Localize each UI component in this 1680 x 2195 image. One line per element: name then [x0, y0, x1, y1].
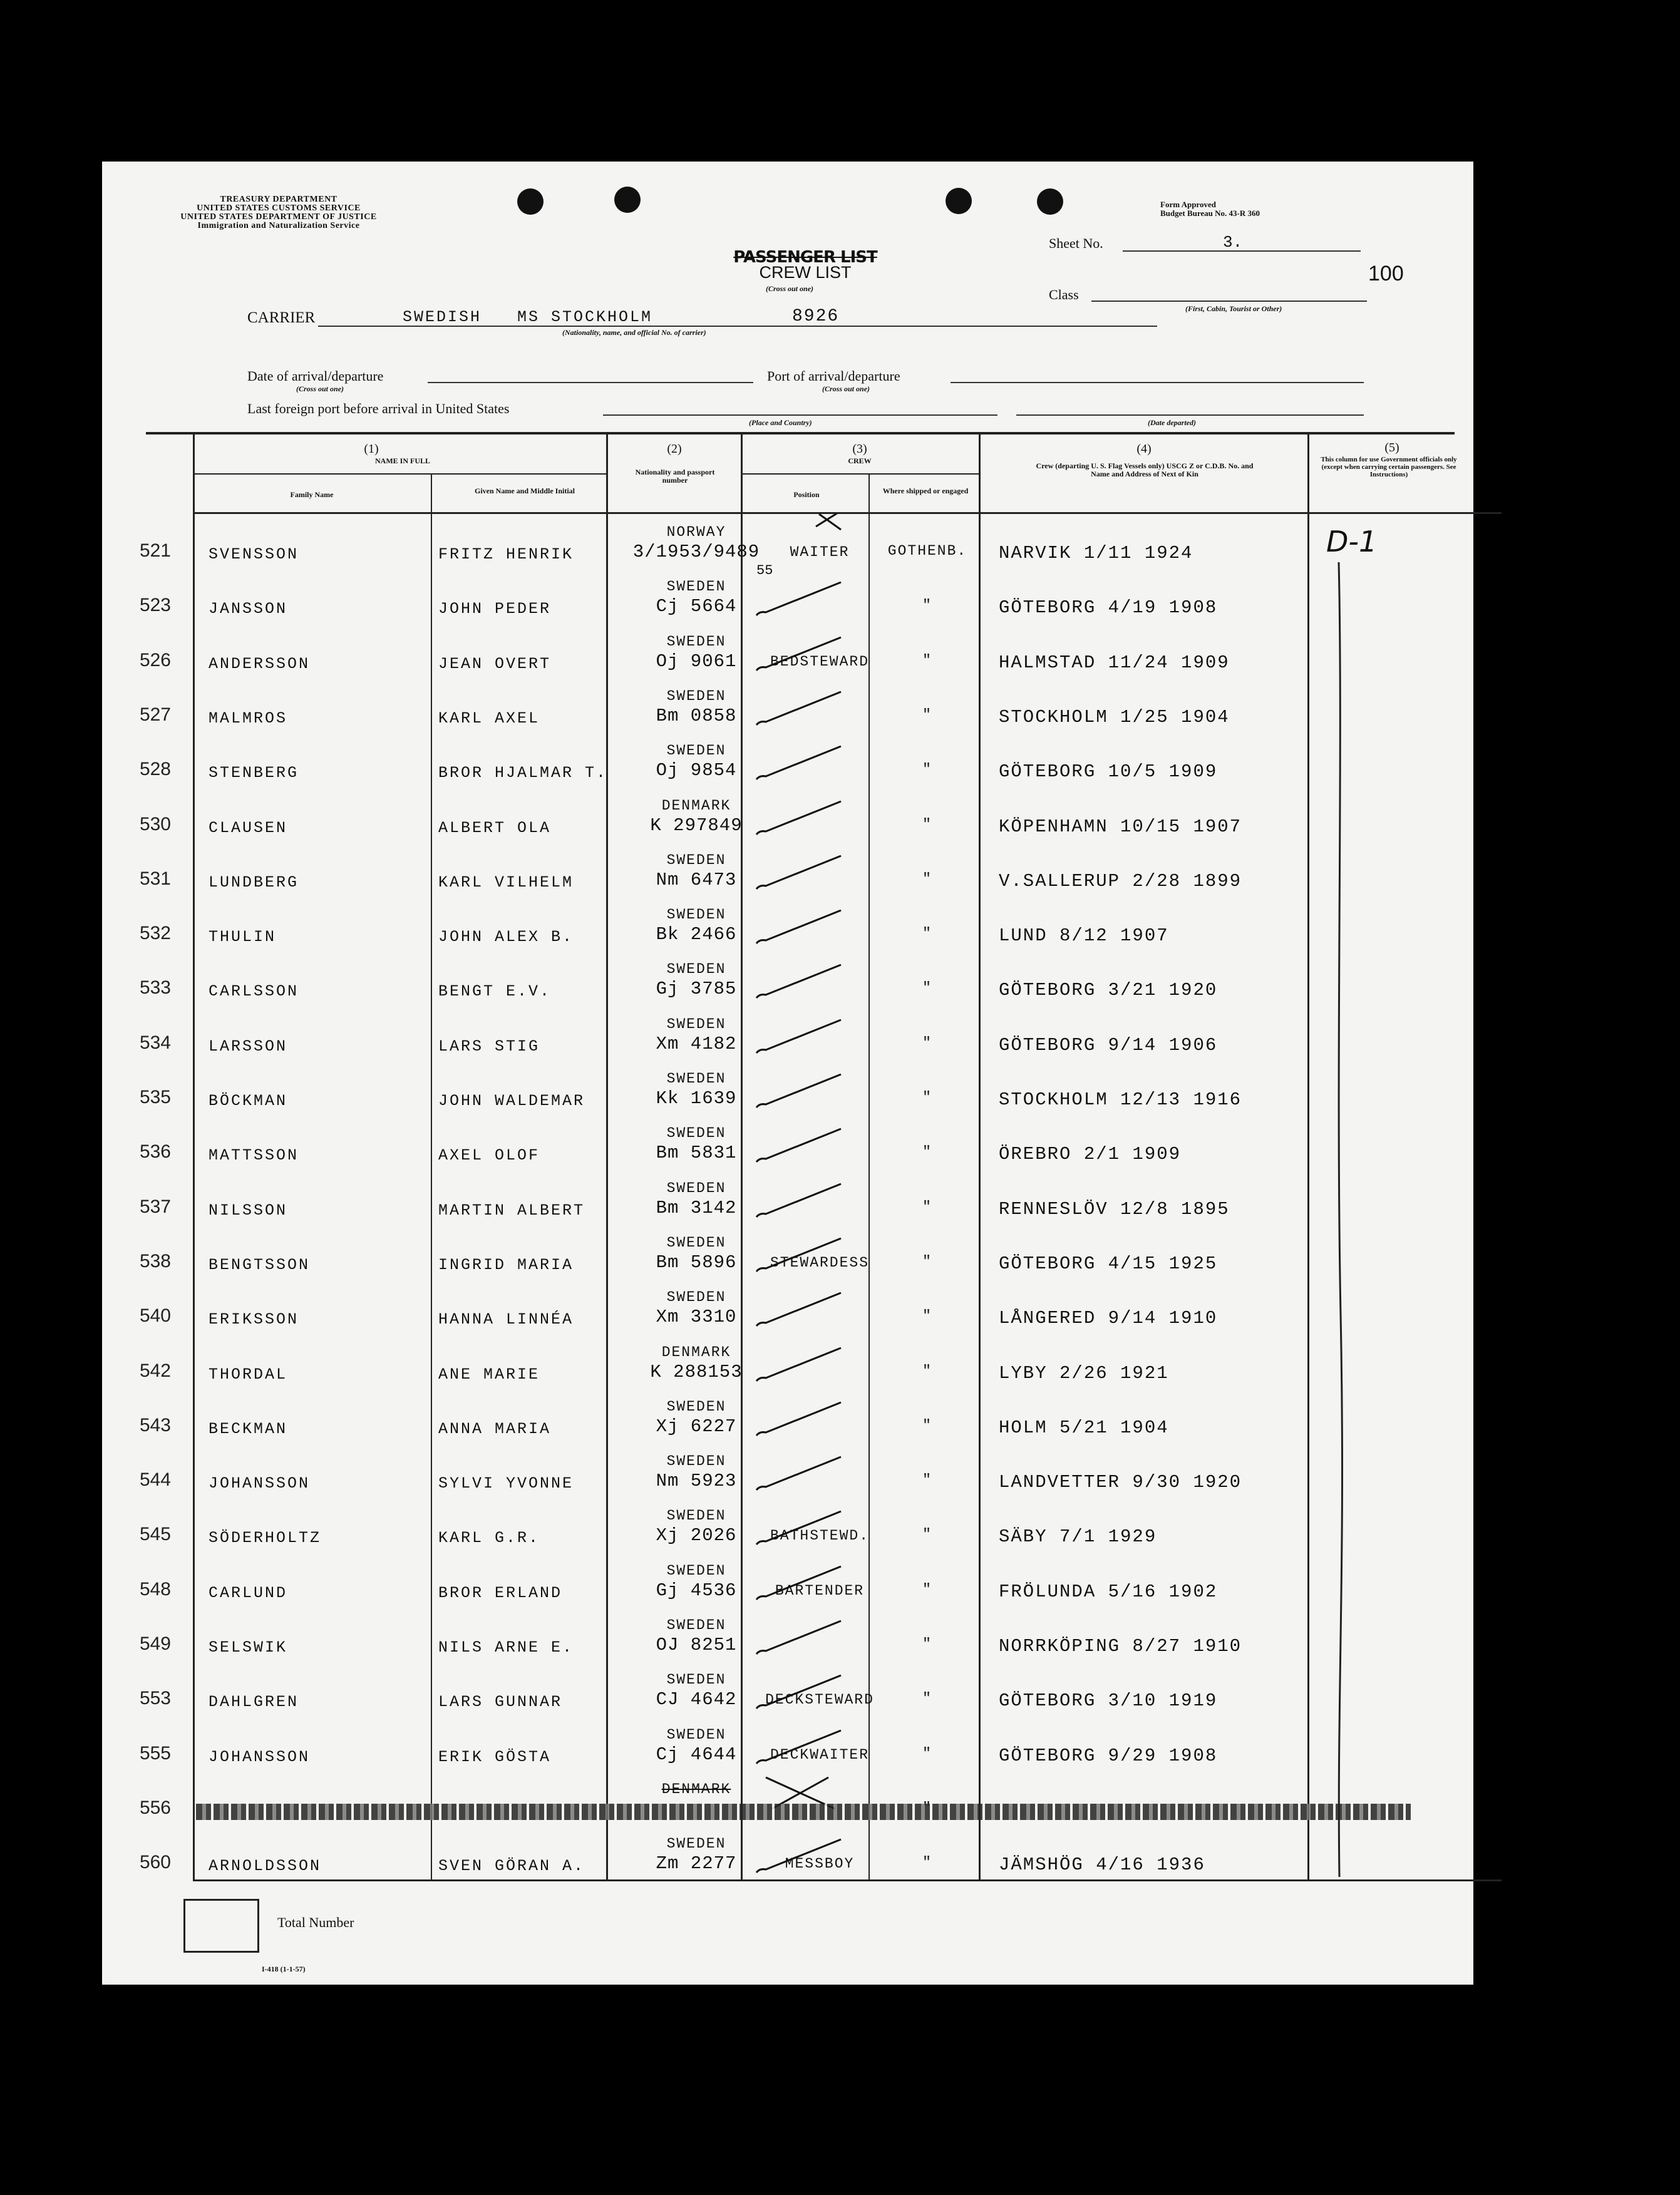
- crew-position: DECKSTEWARD: [765, 1692, 874, 1709]
- check-mark: [747, 1006, 866, 1061]
- family-name: JANSSON: [209, 600, 288, 619]
- next-of-kin-address: SÄBY 7/1 1929: [999, 1526, 1157, 1548]
- punch-hole: [614, 187, 641, 213]
- agency-line: Immigration and Naturalization Service: [197, 221, 360, 230]
- passport-number: K 297849: [650, 815, 743, 836]
- given-name: KARL AXEL: [438, 709, 540, 727]
- next-of-kin-address: NORRKÖPING 8/27 1910: [999, 1636, 1242, 1657]
- last-port-label: Last foreign port before arrival in United States: [247, 401, 510, 416]
- given-name: INGRID MARIA: [438, 1255, 574, 1274]
- passport-number: Bm 5896: [656, 1252, 737, 1273]
- where-shipped: ": [922, 1089, 932, 1106]
- check-mark: [747, 1389, 866, 1443]
- given-name: SYLVI YVONNE: [438, 1474, 574, 1493]
- next-of-kin-address: STOCKHOLM 12/13 1916: [999, 1089, 1242, 1110]
- given-name: AXEL OLOF: [438, 1146, 540, 1165]
- row-number: 531: [139, 868, 171, 889]
- table-row: [102, 842, 1473, 897]
- check-mark: [747, 1826, 866, 1880]
- crew-position: DECKWAITER: [770, 1746, 870, 1763]
- sheet-label: Sheet No.: [1049, 235, 1103, 251]
- where-shipped: ": [922, 1636, 932, 1652]
- punch-hole: [946, 188, 972, 214]
- where-shipped: ": [922, 597, 932, 614]
- family-name: BECKMAN: [209, 1419, 288, 1438]
- where-shipped: ": [922, 1745, 932, 1762]
- table-row: [102, 733, 1473, 787]
- next-of-kin-address: LYBY 2/26 1921: [999, 1362, 1169, 1384]
- nationality: SWEDEN: [666, 1453, 726, 1470]
- family-name: CARLUND: [209, 1583, 288, 1602]
- family-name: MALMROS: [209, 709, 288, 727]
- nationality: SWEDEN: [666, 578, 726, 595]
- passport-number: Bm 5831: [656, 1143, 737, 1164]
- port-hint: (Cross out one): [822, 384, 870, 393]
- nationality: SWEDEN: [666, 1180, 726, 1196]
- table-row: [102, 678, 1473, 733]
- table-row: [102, 1826, 1473, 1880]
- place-hint: (Place and Country): [749, 418, 812, 427]
- check-mark: [747, 1662, 866, 1716]
- passport-number: Bm 3142: [656, 1197, 737, 1218]
- nationality: SWEDEN: [666, 1672, 726, 1689]
- where-shipped: ": [922, 1253, 932, 1270]
- table-row: [102, 514, 1473, 568]
- passport-number: Oj 9061: [656, 650, 737, 672]
- given-name: JEAN OVERT: [438, 654, 552, 673]
- row-number: 553: [139, 1688, 171, 1709]
- where-shipped: GOTHENB.: [887, 543, 967, 559]
- crew-position: MESSBOY: [785, 1856, 855, 1873]
- carrier-name: MS STOCKHOLM: [517, 308, 653, 326]
- nationality: SWEDEN: [666, 851, 726, 868]
- check-mark: [747, 897, 866, 951]
- agency-line: TREASURY DEPARTMENT: [220, 195, 338, 204]
- check-mark: [747, 1225, 866, 1279]
- check-mark: [747, 842, 866, 897]
- given-name: ERIK GÖSTA: [438, 1747, 552, 1766]
- passport-number: Zm 2277: [656, 1853, 737, 1874]
- family-name: BÖCKMAN: [209, 1092, 288, 1110]
- nationality: DENMARK: [661, 1781, 731, 1797]
- check-mark: [747, 1061, 866, 1115]
- passport-number: Xj 2026: [656, 1525, 737, 1546]
- given-name: JOHN WALDEMAR: [438, 1092, 585, 1110]
- nationality: SWEDEN: [666, 1234, 726, 1251]
- family-name: LUNDBERG: [209, 873, 299, 892]
- check-mark: [747, 1553, 866, 1607]
- table-row: [102, 897, 1473, 951]
- given-name: HANNA LINNÉA: [438, 1310, 574, 1329]
- nationality: SWEDEN: [666, 1289, 726, 1306]
- class-hint: (First, Cabin, Tourist or Other): [1185, 304, 1282, 313]
- total-box: [183, 1899, 259, 1953]
- family-name: CARLSSON: [209, 982, 299, 1001]
- nationality: SWEDEN: [666, 907, 726, 923]
- family-name: BENGTSSON: [209, 1255, 311, 1274]
- passport-number: CJ 4642: [656, 1689, 737, 1710]
- form-approved: Form Approved Budget Bureau No. 43-R 360: [1160, 200, 1260, 218]
- date-label: Date of arrival/departure: [247, 368, 384, 384]
- crew-position: BEDSTEWARD: [770, 653, 870, 670]
- row-number: 549: [139, 1633, 171, 1654]
- where-shipped: ": [922, 816, 932, 833]
- given-name: NILS ARNE E.: [438, 1638, 574, 1657]
- check-mark: [747, 1443, 866, 1498]
- passport-number: Bm 0858: [656, 705, 737, 726]
- next-of-kin-address: HOLM 5/21 1904: [999, 1417, 1169, 1438]
- check-mark: [747, 788, 866, 842]
- family-name: ANDERSSON: [209, 654, 311, 673]
- nationality: SWEDEN: [666, 1617, 726, 1633]
- table-row: [102, 1061, 1473, 1115]
- family-name: JOHANSSON: [209, 1747, 311, 1766]
- table-row: [102, 1771, 1473, 1826]
- family-name: STENBERG: [209, 764, 299, 783]
- given-name: LARS STIG: [438, 1037, 540, 1056]
- crew-list-form: TREASURY DEPARTMENT UNITED STATES CUSTOMS SERVICE UNITED STATES DEPARTMENT OF JUSTICE Immigration and Naturalization Service Form Approved Budget Bureau No. 43-R 360 PASSENGER LIST CREW LIST (Cross out one) Sheet No. 3. 100 Class (First, Cabin, Tourist or Other) CARRIER SWEDISH MS STOCKHOLM 8926 (Nationality, name, and official No. of carrier) Date of arrival/departure (Cross out one) Port of arrival/departure (Cross out one) Last foreign port before arrival in United States (Place and Country) (Date departed) (1) NAME IN FULL Family Name Given Name and Middle Initial (2) Nationality and passport number (3) CREW Position Where shipped or engaged (4) Crew (departing U. S. Flag Vessels only) USCG Z or C.D.B. No. and Name and Address of Next of Kin (5) This column for use Government officials only (except when carrying certain passengers. See Instructions) 521 SVENSSON FRITZ HENRIK NORWAY 3/1953/9489 WAITER GOTHENB. NARVIK 1/11 1924 523 JANSSON JOHN PEDER SWEDEN Cj 5664 " GÖTEBORG 4/19 1908 526 ANDERSSON JEAN OVERT SWEDEN Oj 9061 BEDSTEWARD " HALMSTAD 11/24 1909 527 MALMROS KARL AXEL SWEDEN Bm 0858 " STOCKHOLM 1/25 1904 528 STENBERG BROR HJALMAR T. SWEDEN Oj 9854 " GÖTEBORG 10/5 1909 530 CLAUSEN ALBERT OLA DENMARK K 297849 " KÖPENHAMN 10/15 1907 531 LUNDBERG KARL VILHELM SWEDEN Nm 6473 " V.SALLERUP 2/28 1899 532 THULIN JOHN ALEX B. SWEDEN Bk 2466 " LUND 8/12 1907 533 CARLSSON BENGT E.V. SWEDEN Gj 3785 " GÖTEBORG 3/21 1920 534 LARSSON LARS STIG SWEDEN Xm 4182 " GÖTEBORG 9/14 1906 535 BÖCKMAN JOHN WALDEMAR SWEDEN Kk 1639 " STOCKHOLM 12/13 1916 536 MATTSSON AXEL OLOF SWEDEN Bm 5831 " ÖREBRO 2/1 1909 537 NILSSON MARTIN ALBERT SWEDEN Bm 3142 " RENNESLÖV 12/8 1895 538 BENGTSSON INGRID MARIA SWEDEN Bm 5896 STEWARDESS " GÖTEBORG 4/15 1925 540 ERIKSSON HANNA LINNÉA SWEDEN Xm 3310 " LÅNGERED 9/14 1910 542 THORDAL ANE MARIE DENMARK K 288153 " LYBY 2/26 1921 543 BECKMAN ANNA MARIA SWEDEN Xj 6227 " HOLM 5/21 1904 544 JOHANSSON SYLVI YVONNE SWEDEN Nm 5923 " LANDVETTER 9/30 1920 545 SÖDERHOLTZ KARL G.R. SWEDEN Xj 2026 BATHSTEWD. " SÄBY 7/1 1929 548 CARLUND BROR ERLAND SWEDEN Gj 4536 BARTENDER " FRÖLUNDA 5/16 1902 549 SELSWIK NILS ARNE E. SWEDEN OJ 8251 " NORRKÖPING 8/27 1910 553 DAHLGREN LARS GUNNAR SWEDEN CJ 4642 DECKSTEWARD " GÖTEBORG 3/10 1919 555 JOHANSSON ERIK GÖSTA SWEDEN Cj 4644 DECKWAITER " GÖTEBORG 9/29 1908 556 DENMARK 560 ARNOLDSSON SVEN GÖRAN A. SWEDEN Zm 2277 MESSBOY " JÄMSHÖG 4/16 1936 55 D-1 Total Number I-418 (1-1-57): [102, 162, 1473, 1985]
- nationality: SWEDEN: [666, 687, 726, 704]
- col-nationality-header: Nationality and passport number: [635, 468, 715, 485]
- check-mark: [747, 1279, 866, 1334]
- check-mark: [747, 733, 866, 787]
- given-name: ANNA MARIA: [438, 1419, 552, 1438]
- carrier-label: CARRIER: [247, 309, 316, 326]
- family-name: MATTSSON: [209, 1146, 299, 1165]
- nationality: SWEDEN: [666, 633, 726, 650]
- nationality: NORWAY: [666, 524, 726, 540]
- where-shipped: ": [922, 652, 932, 669]
- check-mark: [747, 951, 866, 1005]
- passport-number: Cj 5664: [656, 596, 737, 617]
- table-row: [102, 1115, 1473, 1169]
- nationality: SWEDEN: [666, 1836, 726, 1853]
- carrier-number: 8926: [792, 307, 840, 326]
- given-name: LARS GUNNAR: [438, 1693, 563, 1712]
- next-of-kin-address: V.SALLERUP 2/28 1899: [999, 870, 1242, 892]
- table-row: [102, 951, 1473, 1005]
- table-row: [102, 788, 1473, 842]
- agency-line: UNITED STATES CUSTOMS SERVICE: [197, 203, 361, 213]
- table-row: [102, 1443, 1473, 1498]
- class-label: Class: [1049, 287, 1079, 302]
- where-shipped: ": [922, 1417, 932, 1434]
- row-number: 556: [139, 1797, 171, 1818]
- next-of-kin-address: GÖTEBORG 9/29 1908: [999, 1745, 1218, 1766]
- where-shipped: ": [922, 761, 932, 778]
- family-name: ARNOLDSSON: [209, 1857, 322, 1876]
- next-of-kin-address: GÖTEBORG 3/10 1919: [999, 1690, 1218, 1712]
- check-mark: [747, 678, 866, 733]
- table-row: [102, 1279, 1473, 1334]
- table-row: [102, 1553, 1473, 1607]
- where-shipped: ": [922, 1034, 932, 1051]
- given-name: BROR ERLAND: [438, 1583, 563, 1602]
- given-name: FRITZ HENRIK: [438, 545, 574, 563]
- passport-number: Oj 9854: [656, 760, 737, 781]
- row-number: 521: [139, 540, 171, 561]
- given-name: BROR HJALMAR T.: [438, 764, 608, 783]
- passport-number: Cj 4644: [656, 1744, 737, 1765]
- row-number: 542: [139, 1360, 171, 1381]
- row-number: 523: [139, 595, 171, 616]
- date-hint: (Cross out one): [296, 384, 344, 393]
- family-name: THULIN: [209, 928, 277, 947]
- punch-hole: [1037, 188, 1063, 215]
- row-number: 536: [139, 1141, 171, 1163]
- given-name: SVEN GÖRAN A.: [438, 1857, 585, 1876]
- next-of-kin-address: LÅNGERED 9/14 1910: [999, 1308, 1218, 1329]
- row-number: 543: [139, 1414, 171, 1436]
- where-shipped: ": [922, 870, 932, 887]
- col-shipped-header: Where shipped or engaged: [882, 486, 969, 495]
- passport-annotation: 55: [756, 563, 773, 578]
- check-mark: [747, 1607, 866, 1662]
- nationality: DENMARK: [661, 797, 731, 814]
- passport-number: Bk 2466: [656, 924, 737, 945]
- passport-number: Xj 6227: [656, 1416, 737, 1437]
- sheet-value: 3.: [1223, 233, 1243, 252]
- carrier-nationality: SWEDISH: [403, 308, 482, 326]
- nationality: DENMARK: [661, 1344, 731, 1360]
- crew-position: WAITER: [790, 544, 850, 560]
- next-of-kin-address: GÖTEBORG 4/15 1925: [999, 1253, 1218, 1274]
- passport-number: Xm 4182: [656, 1033, 737, 1054]
- agency-line: UNITED STATES DEPARTMENT OF JUSTICE: [180, 212, 377, 222]
- check-mark: [747, 624, 866, 678]
- next-of-kin-address: HALMSTAD 11/24 1909: [999, 652, 1230, 673]
- given-name: ANE MARIE: [438, 1365, 540, 1384]
- where-shipped: ": [922, 980, 932, 997]
- next-of-kin-address: KÖPENHAMN 10/15 1907: [999, 816, 1242, 837]
- date-departed-hint: (Date departed): [1148, 418, 1196, 427]
- where-shipped: ": [922, 1854, 932, 1871]
- family-name: JOHANSSON: [209, 1474, 311, 1493]
- where-shipped: ": [922, 925, 932, 942]
- table-row: [102, 1498, 1473, 1552]
- struck-title: PASSENGER LIST: [733, 248, 877, 267]
- family-name: DAHLGREN: [209, 1693, 299, 1712]
- family-name: SELSWIK: [209, 1638, 288, 1657]
- given-name: KARL VILHELM: [438, 873, 574, 892]
- check-mark: [747, 1115, 866, 1169]
- agency-header: [141, 195, 416, 230]
- table-row: [102, 1662, 1473, 1716]
- col-family-header: Family Name: [290, 490, 334, 499]
- family-name: NILSSON: [209, 1201, 288, 1220]
- col-official-header: This column for use Government officials only (except when carrying certain passengers. See Instructions): [1321, 456, 1457, 478]
- where-shipped: ": [922, 1144, 932, 1161]
- next-of-kin-address: RENNESLÖV 12/8 1895: [999, 1198, 1230, 1220]
- crew-position: STEWARDESS: [770, 1254, 870, 1271]
- row-number: 532: [139, 923, 171, 944]
- given-name: JOHN PEDER: [438, 600, 552, 619]
- table-row: [102, 1334, 1473, 1389]
- family-name: CLAUSEN: [209, 818, 288, 837]
- row-number: 560: [139, 1852, 171, 1873]
- row-number: 545: [139, 1524, 171, 1545]
- family-name: SÖDERHOLTZ: [209, 1529, 322, 1548]
- nationality: SWEDEN: [666, 1125, 726, 1142]
- next-of-kin-address: GÖTEBORG 10/5 1909: [999, 761, 1218, 783]
- given-name: ALBERT OLA: [438, 818, 552, 837]
- next-of-kin-address: FRÖLUNDA 5/16 1902: [999, 1581, 1218, 1602]
- passport-number: Gj 3785: [656, 979, 737, 1000]
- row-number: 538: [139, 1250, 171, 1272]
- given-name: KARL G.R.: [438, 1529, 540, 1548]
- check-mark: [747, 1717, 866, 1771]
- passport-number: Gj 4536: [656, 1580, 737, 1601]
- where-shipped: ": [922, 1472, 932, 1489]
- nationality: SWEDEN: [666, 1071, 726, 1087]
- table-row: [102, 1607, 1473, 1662]
- passport-number: OJ 8251: [656, 1635, 737, 1655]
- passport-number: Kk 1639: [656, 1088, 737, 1109]
- port-label: Port of arrival/departure: [767, 368, 900, 384]
- carrier-hint: (Nationality, name, and official No. of carrier): [562, 328, 706, 337]
- row-number: 534: [139, 1032, 171, 1053]
- row-number: 526: [139, 649, 171, 671]
- form-number: I-418 (1-1-57): [262, 1965, 306, 1973]
- next-of-kin-address: GÖTEBORG 3/21 1920: [999, 980, 1218, 1001]
- nationality: SWEDEN: [666, 1015, 726, 1032]
- given-name: BENGT E.V.: [438, 982, 552, 1001]
- next-of-kin-address: LANDVETTER 9/30 1920: [999, 1472, 1242, 1493]
- col-position-header: Position: [793, 490, 820, 499]
- next-of-kin-address: STOCKHOLM 1/25 1904: [999, 706, 1230, 727]
- family-name: SVENSSON: [209, 545, 299, 563]
- where-shipped: ": [922, 1362, 932, 1379]
- passport-number: Xm 3310: [656, 1307, 737, 1328]
- next-of-kin-address: ÖREBRO 2/1 1909: [999, 1144, 1182, 1165]
- passport-number: Nm 6473: [656, 869, 737, 890]
- nationality: SWEDEN: [666, 1726, 726, 1743]
- row-number: 555: [139, 1742, 171, 1764]
- where-shipped: ": [922, 706, 932, 723]
- nationality: SWEDEN: [666, 1508, 726, 1524]
- family-name: LARSSON: [209, 1037, 288, 1056]
- check-mark: [747, 1498, 866, 1552]
- check-mark: [747, 1334, 866, 1389]
- where-shipped: ": [922, 1690, 932, 1707]
- crew-position: BATHSTEWD.: [770, 1528, 870, 1545]
- passport-number: Nm 5923: [656, 1471, 737, 1492]
- next-of-kin-address: GÖTEBORG 4/19 1908: [999, 597, 1218, 619]
- row-number: 535: [139, 1087, 171, 1108]
- row-number: 544: [139, 1469, 171, 1491]
- table-row: [102, 1717, 1473, 1771]
- next-of-kin-address: GÖTEBORG 9/14 1906: [999, 1034, 1218, 1056]
- passport-number: K 288153: [650, 1361, 743, 1382]
- row-number: 540: [139, 1305, 171, 1327]
- row-number: 537: [139, 1196, 171, 1217]
- row-number: 530: [139, 813, 171, 835]
- nationality: SWEDEN: [666, 961, 726, 978]
- cross-mark: [747, 514, 866, 568]
- col-crew-header: CREW: [848, 456, 872, 465]
- next-of-kin-address: JÄMSHÖG 4/16 1936: [999, 1854, 1205, 1876]
- table-row: [102, 568, 1473, 623]
- family-name: ERIKSSON: [209, 1310, 299, 1329]
- table-row: [102, 624, 1473, 678]
- title-hint: (Cross out one): [766, 284, 814, 293]
- next-of-kin-address: LUND 8/12 1907: [999, 925, 1169, 947]
- struck-out-entry: [196, 1804, 1411, 1820]
- row-number: 533: [139, 977, 171, 999]
- where-shipped: ": [922, 1526, 932, 1543]
- row-number: 527: [139, 704, 171, 725]
- given-name: JOHN ALEX B.: [438, 928, 574, 947]
- where-shipped: ": [922, 1308, 932, 1325]
- given-name: MARTIN ALBERT: [438, 1201, 585, 1220]
- total-label: Total Number: [277, 1915, 354, 1930]
- official-bracket-line: [1323, 562, 1361, 1883]
- nationality: SWEDEN: [666, 1398, 726, 1415]
- col-given-header: Given Name and Middle Initial: [474, 486, 575, 495]
- check-mark: [747, 1170, 866, 1225]
- nationality: SWEDEN: [666, 1562, 726, 1579]
- table-row: [102, 1170, 1473, 1225]
- col-kin-header: Crew (departing U. S. Flag Vessels only) USCG Z or C.D.B. No. and Name and Address of Next of Kin: [1036, 461, 1254, 478]
- row-number: 548: [139, 1578, 171, 1600]
- col-name-header: NAME IN FULL: [374, 456, 430, 465]
- table-row: [102, 1389, 1473, 1443]
- table-row: [102, 1225, 1473, 1279]
- where-shipped: ": [922, 1198, 932, 1215]
- where-shipped: ": [922, 1581, 932, 1598]
- punch-hole: [517, 188, 544, 215]
- page-title: CREW LIST: [759, 263, 852, 282]
- table-row: [102, 1006, 1473, 1061]
- crew-position: BARTENDER: [775, 1582, 865, 1599]
- family-name: THORDAL: [209, 1365, 288, 1384]
- row-number: 528: [139, 759, 171, 780]
- nationality: SWEDEN: [666, 743, 726, 759]
- passport-number: 3/1953/9489: [632, 542, 760, 562]
- official-mark: D-1: [1326, 525, 1378, 558]
- class-value: 100: [1368, 262, 1404, 285]
- next-of-kin-address: NARVIK 1/11 1924: [999, 543, 1193, 563]
